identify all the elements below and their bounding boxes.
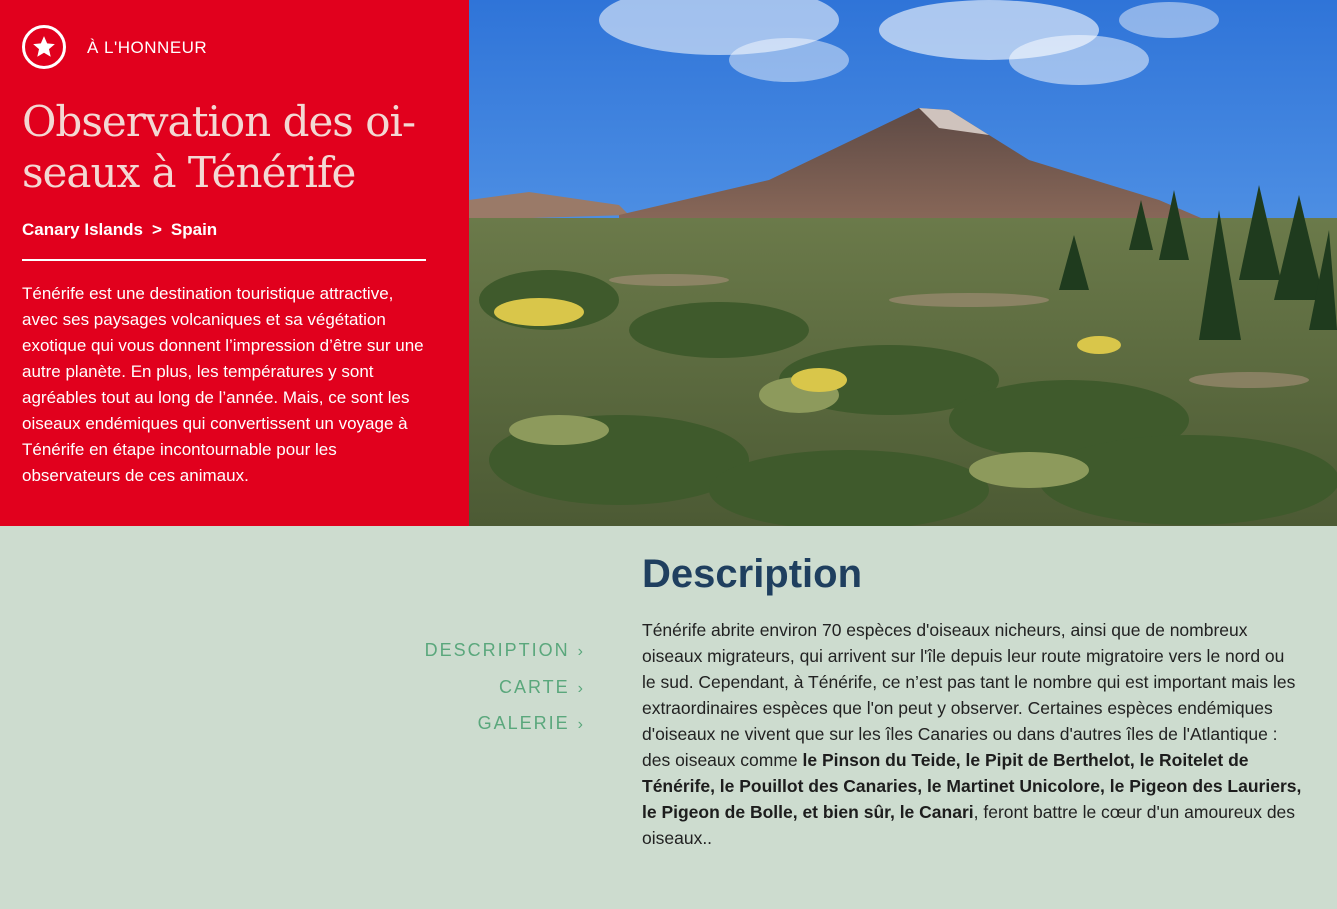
intro-text: Ténérife est une destination touristique attractive, avec ses paysages volcaniques et sa végétation exotique qui vous donnent l’impression d’être sur une autre planète. En plus, les températures y sont agréables tout au long de l’année. Mais, ce sont les oiseaux endémiques qui convertissent un voyage à Ténérife en étape incontournable pour les observateurs de ces animaux. [22,284,424,485]
description-text [642,617,1302,851]
chevron-right-icon: › [577,679,585,697]
feature-panel [0,0,469,526]
breadcrumb-country[interactable]: Spain [170,220,218,239]
nav-carte-label: CARTE [498,676,570,697]
section-heading: Description [642,552,863,596]
section-nav [380,633,585,743]
divider [22,259,426,261]
nav-description-label: DESCRIPTION [424,640,570,660]
description-text-part: Ténérife abrite environ 70 espèces d'oiseaux nicheurs, ainsi que de nombreux oiseaux migrateurs, qui arrivent sur l'île depuis leur route migratoire vers le nord ou le sud. Cependant, à Ténérife, ce n’est pas tant le nombre qui est important mais les extraordinaires espèces que l'on peut y observer. Certaines espèces endémiques d'oiseaux ne vivent que sur les îles Canaries ou dans d'autres îles de l'Atlantique : des oiseaux comme [642,620,1296,770]
description-text-part: , feront battre le cœur d'un amoureux des oiseaux.. [642,802,1296,848]
hero-image [469,0,1337,526]
kicker-label: À L'HONNEUR [87,38,208,57]
star-badge-icon [22,25,66,69]
nav-carte-link[interactable] [380,670,585,707]
nav-galerie-link[interactable] [380,706,585,743]
teide-landscape-illustration [469,0,1337,526]
page-title: Observation des oi-seaux à Ténérife [22,97,416,197]
nav-galerie-label: GALERIE [477,713,570,733]
chevron-right-icon: › [577,716,585,733]
endemic-species-list: le Pinson du Teide, le Pipit de Berthelot, le Roitelet de Ténérife, le Pouillot des Canaries, le Martinet Unicolore, le Pigeon des Lauriers, le Pigeon de Bolle, et bien sûr, le Canari [642,750,1302,822]
nav-description-link[interactable] [380,633,585,670]
breadcrumb-separator: > [151,220,162,239]
chevron-right-icon: › [577,643,585,660]
breadcrumb-region[interactable]: Canary Islands [22,220,143,239]
breadcrumb [22,220,217,240]
